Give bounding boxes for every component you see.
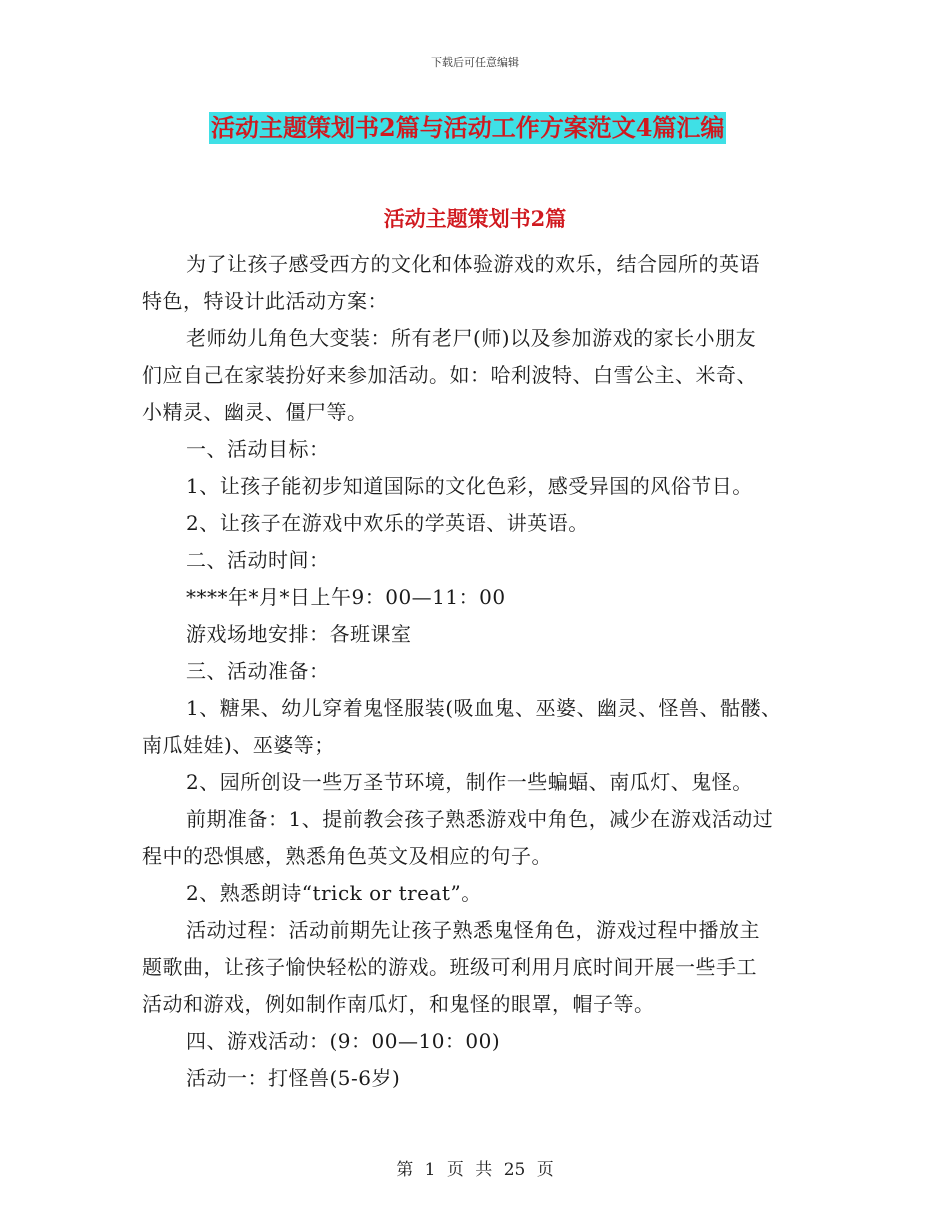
body-line: 为了让孩子感受西方的文化和体验游戏的欢乐，结合园所的英语 [186, 252, 760, 276]
header-note: 下载后可任意编辑 [431, 56, 519, 69]
body-line: 1、让孩子能初步知道国际的文化色彩，感受异国的风俗节日。 [186, 474, 753, 498]
body-line: 二、活动时间： [186, 548, 330, 572]
document-title: 活动主题策划书2篇与活动工作方案范文4篇汇编 [211, 113, 725, 142]
body-line: ****年*月*日上午9：00—11：00 [186, 585, 506, 609]
body-line: 题歌曲，让孩子愉快轻松的游戏。班级可利用月底时间开展一些手工 [142, 955, 757, 979]
section-title: 活动主题策划书2篇 [383, 206, 567, 231]
body-line: 2、让孩子在游戏中欢乐的学英语、讲英语。 [186, 511, 589, 535]
page-footer: 第 1 页 共 25 页 [396, 1160, 554, 1180]
body-line: 四、游戏活动：(9：00—10：00) [186, 1029, 501, 1053]
body-line: 老师幼儿角色大变装：所有老尸(师)以及参加游戏的家长小朋友 [186, 326, 757, 350]
body-line: 程中的恐惧感，熟悉角色英文及相应的句子。 [142, 844, 552, 868]
body-line: 南瓜娃娃)、巫婆等； [142, 733, 335, 757]
body-line: 们应自己在家装扮好来参加活动。如：哈利波特、白雪公主、米奇、 [142, 363, 757, 387]
body-line: 2、园所创设一些万圣节环境，制作一些蝙蝠、南瓜灯、鬼怪。 [186, 770, 753, 794]
body-line: 一、活动目标： [186, 437, 330, 461]
body-line: 三、活动准备： [186, 659, 330, 683]
body-line: 活动过程：活动前期先让孩子熟悉鬼怪角色，游戏过程中播放主 [186, 918, 760, 942]
body-line: 特色，特设计此活动方案： [142, 289, 388, 313]
body-line: 小精灵、幽灵、僵尸等。 [142, 400, 368, 424]
body-line: 游戏场地安排：各班课室 [186, 622, 412, 646]
body-text [142, 246, 810, 1097]
body-line: 1、糖果、幼儿穿着鬼怪服装(吸血鬼、巫婆、幽灵、怪兽、骷髅、 [186, 696, 782, 720]
body-line: 2、熟悉朗诗“trick or treat”。 [186, 881, 482, 905]
body-line: 活动和游戏，例如制作南瓜灯，和鬼怪的眼罩，帽子等。 [142, 992, 655, 1016]
body-line: 前期准备：1、提前教会孩子熟悉游戏中角色，减少在游戏活动过 [186, 807, 774, 831]
body-line: 活动一：打怪兽(5-6岁) [186, 1066, 401, 1090]
